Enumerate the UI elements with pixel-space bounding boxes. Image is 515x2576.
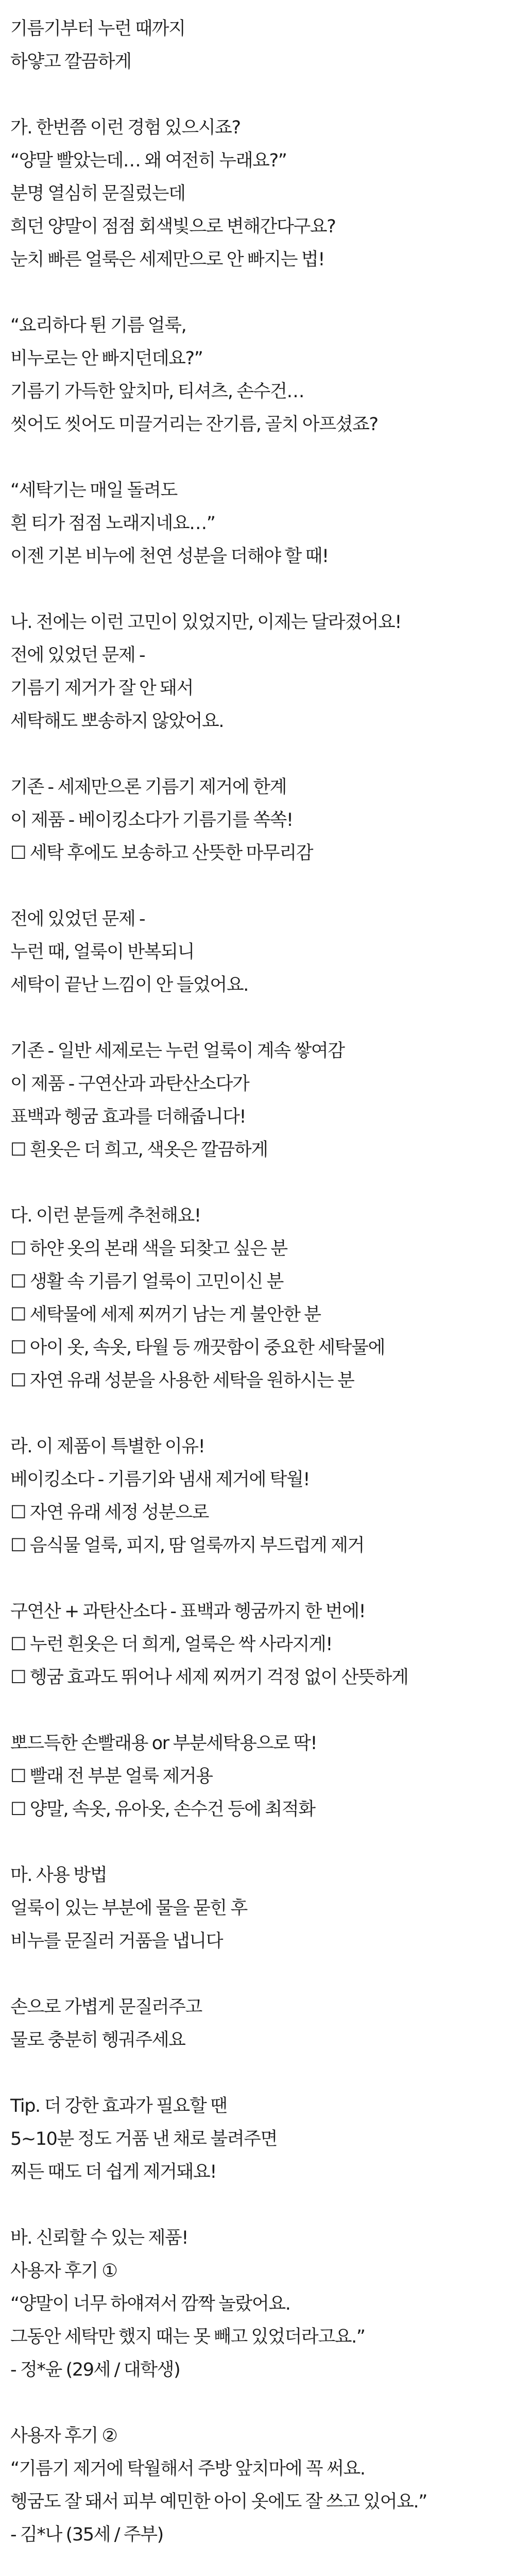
text-paragraph [10,1595,505,1694]
text-line: “기름기 제거에 탁월해서 주방 앞치마에 꼭 써요. [10,2459,365,2479]
text-paragraph [10,1991,505,2057]
text-line: 기름기부터 누런 때까지 [10,19,185,39]
document-body [10,12,505,2576]
text-line: 라. 이 제품이 특별한 이유! [10,1436,205,1457]
text-paragraph [10,1035,505,1166]
text-line: ☐ 아이 옷, 속옷, 타월 등 깨끗함이 중요한 세탁물에 [10,1337,385,1358]
text-line: “요리하다 튄 기름 얼룩, [10,315,186,336]
text-paragraph [10,771,505,870]
text-line: 가. 한번쯤 이런 경험 있으시죠? [10,117,241,138]
text-line: 기존 - 일반 세제로는 누런 얼룩이 계속 쌓여감 [10,1041,345,1061]
text-line: ☐ 흰옷은 더 희고, 색옷은 깔끔하게 [10,1140,268,1160]
text-paragraph [10,12,505,78]
text-line: 누런 때, 얼룩이 반복되니 [10,942,195,962]
text-line: “양말이 너무 하얘져서 깜짝 놀랐어요. [10,2294,290,2314]
text-line: 희던 양말이 점점 회색빛으로 변해간다구요? [10,216,336,237]
text-line: 손으로 가볍게 문질러주고 [10,1997,202,2018]
text-line: 바. 신뢰할 수 있는 제품! [10,2228,188,2248]
text-line: 씻어도 씻어도 미끌거리는 잔기름, 골치 아프셨죠? [10,414,378,435]
text-line: 기존 - 세제만으론 기름기 제거에 한계 [10,777,287,798]
text-paragraph [10,1859,505,1958]
text-line: ☐ 빨래 전 부분 얼룩 제거용 [10,1766,213,1787]
text-paragraph [10,474,505,573]
text-line: 이 제품 - 구연산과 과탄산소다가 [10,1074,249,1094]
text-line: Tip. 더 강한 효과가 필요할 땐 [10,2096,227,2116]
text-paragraph [10,1727,505,1826]
text-line: 세탁이 끝난 느낌이 안 들었어요. [10,975,248,995]
text-paragraph [10,1199,505,1397]
text-line: 세탁해도 뽀송하지 않았어요. [10,711,224,732]
text-line: - 김*나 (35세 / 주부) [10,2524,163,2545]
text-line: 구연산 + 과탄산소다 - 표백과 헹굼까지 한 번에! [10,1601,366,1622]
text-line: ☐ 누런 흰옷은 더 희게, 얼룩은 싹 사라지게! [10,1634,332,1655]
text-line: “양말 빨았는데… 왜 여전히 누래요?” [10,150,287,171]
text-line: 비누를 문질러 거품을 냅니다 [10,1931,223,1952]
text-line: 5~10분 정도 거품 낸 채로 불려주면 [10,2129,278,2149]
text-line: 그동안 세탁만 했지 때는 못 빼고 있었더라고요.” [10,2327,365,2347]
text-line: 마. 사용 방법 [10,1865,107,1886]
text-paragraph [10,606,505,738]
text-line: 물로 충분히 헹궈주세요 [10,2030,185,2050]
text-line: 얼룩이 있는 부분에 물을 묻힌 후 [10,1898,247,1919]
text-line: 기름기 제거가 잘 안 돼서 [10,678,194,699]
text-line: ☐ 세탁 후에도 보송하고 산뜻한 마무리감 [10,843,313,863]
text-line: ☐ 세탁물에 세제 찌꺼기 남는 게 불안한 분 [10,1304,321,1325]
text-line: 흰 티가 점점 노래지네요…” [10,513,215,534]
text-line: 이젠 기본 비누에 천연 성분을 더해야 할 때! [10,546,329,567]
text-line: 베이킹소다 - 기름기와 냄새 제거에 탁월! [10,1469,310,1490]
text-line: “세탁기는 매일 돌려도 [10,480,177,501]
text-line: 눈치 빠른 얼룩은 세제만으로 안 빠지는 법! [10,249,324,270]
text-line: 찌든 때도 더 쉽게 제거돼요! [10,2162,217,2182]
text-line: 전에 있었던 문제 - [10,909,145,929]
text-line: ☐ 음식물 얼룩, 피지, 땀 얼룩까지 부드럽게 제거 [10,1535,364,1556]
text-line: ☐ 자연 유래 세정 성분으로 [10,1502,209,1523]
text-line: 표백과 헹굼 효과를 더해줍니다! [10,1107,246,1127]
text-paragraph [10,903,505,1002]
text-paragraph [10,2090,505,2189]
text-line: ☐ 헹굼 효과도 뛰어나 세제 찌꺼기 걱정 없이 산뜻하게 [10,1667,408,1688]
text-line: 사용자 후기 ① [10,2261,117,2281]
text-line: 이 제품 - 베이킹소다가 기름기를 쏙쏙! [10,810,293,831]
text-line: 기름기 가득한 앞치마, 티셔츠, 손수건… [10,381,304,402]
text-paragraph [10,1430,505,1562]
text-line: 사용자 후기 ② [10,2426,117,2446]
text-paragraph [10,111,505,276]
text-line: 헹굼도 잘 돼서 피부 예민한 아이 옷에도 잘 쓰고 있어요.” [10,2492,427,2512]
text-line: ☐ 하얀 옷의 본래 색을 되찾고 싶은 분 [10,1239,287,1259]
text-line: ☐ 생활 속 기름기 얼룩이 고민이신 분 [10,1272,284,1292]
text-line: ☐ 자연 유래 성분을 사용한 세탁을 원하시는 분 [10,1370,354,1391]
text-line: 분명 열심히 문질렀는데 [10,183,185,204]
text-line: 전에 있었던 문제 - [10,645,145,666]
text-paragraph [10,2222,505,2386]
text-line: ☐ 양말, 속옷, 유아옷, 손수건 등에 최적화 [10,1799,315,1820]
text-line: 나. 전에는 이런 고민이 있었지만, 이제는 달라졌어요! [10,612,402,633]
text-line: 뽀드득한 손빨래용 or 부분세탁용으로 딱! [10,1733,317,1754]
text-line: 하얗고 깔끔하게 [10,52,131,72]
text-line: - 정*윤 (29세 / 대학생) [10,2360,180,2380]
text-paragraph [10,2419,505,2551]
text-line: 비누로는 안 빠지던데요?” [10,348,203,369]
text-line: 다. 이런 분들께 추천해요! [10,1206,201,1226]
text-paragraph [10,309,505,441]
